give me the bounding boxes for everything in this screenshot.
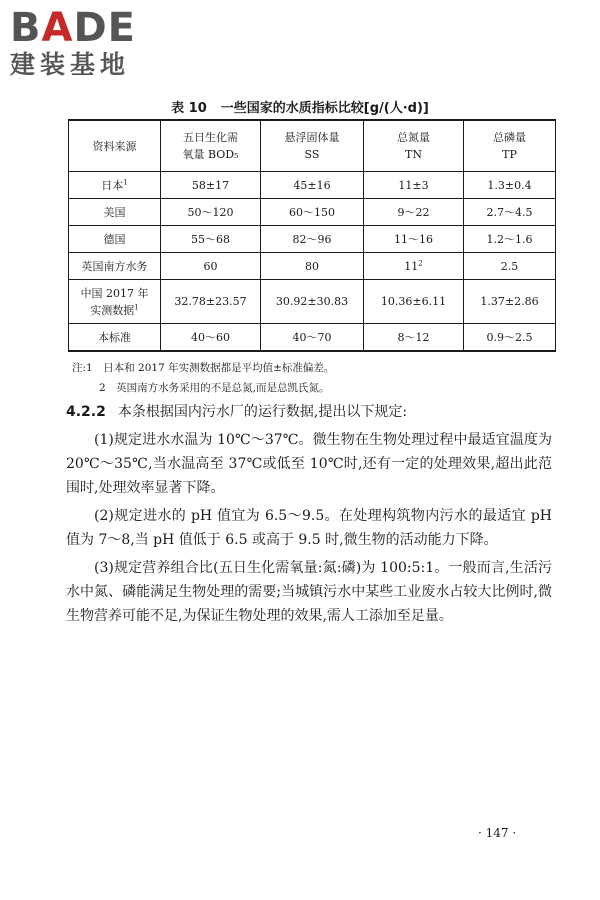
cell-source: 本标准: [69, 324, 161, 352]
cell-tp: 0.9～2.5: [464, 324, 556, 352]
table-row: [69, 280, 556, 324]
water-quality-table: [68, 119, 556, 352]
paragraph-ph: (2)规定进水的 pH 值宜为 6.5～9.5。在处理构筑物内污水的最适宜 pH 值为 7～8,当 pH 值低于 6.5 或高于 9.5 时,微生物的活动能力下降。: [66, 508, 552, 548]
cell-tp: 1.3±0.4: [464, 172, 556, 199]
cell-source: 日本$^1$: [69, 172, 161, 199]
cell-ss: 60～150: [261, 199, 364, 226]
note-1: 注:1 日本和 2017 年实测数据都是平均值±标准偏差。: [72, 362, 335, 374]
logo-subtitle: 建装基地: [10, 50, 131, 79]
cell-ss: 30.92±30.83: [261, 280, 364, 324]
header-tp: 总磷量 TP: [464, 120, 556, 172]
cell-tp: 2.7～4.5: [464, 199, 556, 226]
cell-bod: 40～60: [161, 324, 261, 352]
cell-tp: 1.37±2.86: [464, 280, 556, 324]
cell-tp: 2.5: [464, 253, 556, 280]
section-body: [66, 400, 552, 632]
cell-tn: 11～16: [364, 226, 464, 253]
cell-tp: 1.2～1.6: [464, 226, 556, 253]
section-heading: [66, 400, 552, 424]
cell-ss: 45±16: [261, 172, 364, 199]
section-number: 4.2.2: [66, 404, 106, 420]
table-notes: [72, 358, 552, 398]
cell-bod: 32.78±23.57: [161, 280, 261, 324]
cell-source: 美国: [69, 199, 161, 226]
cell-source: 德国: [69, 226, 161, 253]
header-ss: 悬浮固体量 SS: [261, 120, 364, 172]
cell-tn: 10.36±6.11: [364, 280, 464, 324]
section-intro: 本条根据国内污水厂的运行数据,提出以下规定:: [117, 404, 408, 420]
table-row: [69, 172, 556, 199]
cell-source: 中国 2017 年 实测数据$^1$: [69, 280, 161, 324]
cell-tn: 8～12: [364, 324, 464, 352]
cell-bod: 50～120: [161, 199, 261, 226]
table-row: [69, 199, 556, 226]
table-row: [69, 324, 556, 352]
page-number: · 147 ·: [478, 826, 517, 840]
cell-bod: 58±17: [161, 172, 261, 199]
note-2: 2 英国南方水务采用的不是总氮,而是总凯氏氮。: [99, 382, 330, 394]
cell-bod: 60: [161, 253, 261, 280]
cell-ss: 80: [261, 253, 364, 280]
cell-ss: 40～70: [261, 324, 364, 352]
logo: [10, 6, 180, 80]
cell-bod: 55～68: [161, 226, 261, 253]
logo-wordmark: BADE: [10, 5, 136, 51]
table-caption: [0, 97, 600, 116]
paragraph-temperature: (1)规定进水水温为 10℃～37℃。微生物在生物处理过程中最适宜温度为 20℃～35℃,当水温高至 37℃或低至 10℃时,还有一定的处理效果,超出此范围时,处理效率显著下降。: [66, 432, 552, 496]
table-row: [69, 253, 556, 280]
cell-tn: $11^2$: [364, 253, 464, 280]
table-row: [69, 226, 556, 253]
table-title: 一些国家的水质指标比较[g/(人·d)]: [220, 101, 429, 116]
header-source: 资料来源: [69, 120, 161, 172]
paragraph-nutrient-ratio: (3)规定营养组合比(五日生化需氧量:氮:磷)为 100:5:1。一般而言,生活污水中氮、磷能满足生物处理的需要;当城镇污水中某些工业废水占较大比例时,微生物营养可能不足,为保证生物处理的效果,需人工添加至足量。: [66, 560, 552, 624]
cell-ss: 82～96: [261, 226, 364, 253]
header-tn: 总氮量 TN: [364, 120, 464, 172]
header-bod: 五日生化需 氧量 BOD₅: [161, 120, 261, 172]
cell-tn: 9～22: [364, 199, 464, 226]
cell-tn: 11±3: [364, 172, 464, 199]
table-header-row: [69, 120, 556, 172]
cell-source: 英国南方水务: [69, 253, 161, 280]
table-number: 表 10: [171, 101, 207, 116]
